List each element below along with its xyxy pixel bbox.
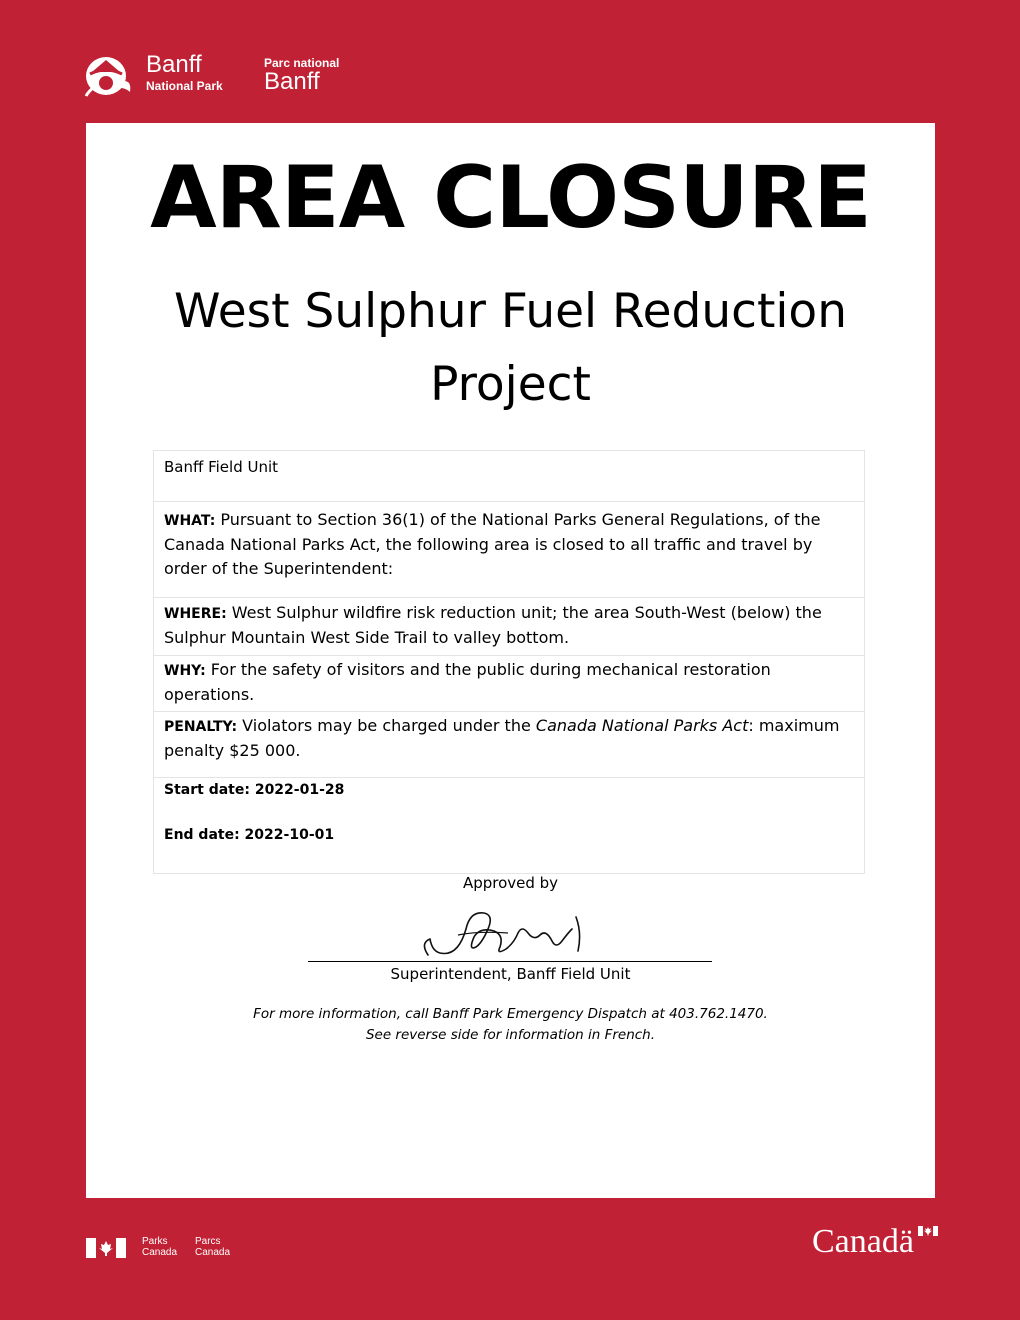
- why-row: [154, 656, 864, 712]
- canada-wordmark-text: Canadä: [812, 1223, 914, 1260]
- notice-panel: [86, 123, 935, 1198]
- wordmark-flag-icon: [918, 1226, 938, 1236]
- what-row: [154, 502, 864, 598]
- signer-title: Superintendent, Banff Field Unit: [390, 965, 631, 983]
- beaver-badge-icon: [82, 52, 134, 98]
- where-text: West Sulphur wildfire risk reduction unit; the area South-West (below) the Sulphur Mountain West Side Trail to valley bottom.: [164, 603, 822, 647]
- signature-line: [308, 961, 712, 962]
- brand-en-sub: National Park: [146, 79, 223, 93]
- canada-flag-icon: [86, 1238, 126, 1258]
- penalty-label: PENALTY:: [164, 719, 238, 735]
- why-label: WHY:: [164, 663, 206, 679]
- parks-fr-1: Parcs: [195, 1236, 221, 1247]
- where-row: [154, 598, 864, 656]
- superintendent-signature: [308, 893, 712, 963]
- penalty-text-1: Violators may be charged under the: [237, 716, 536, 735]
- parks-en-1: Parks: [142, 1236, 168, 1247]
- notice-headline: AREA CLOSURE: [150, 148, 871, 248]
- field-unit-text: Banff Field Unit: [164, 458, 279, 476]
- notice-subtitle: West Sulphur Fuel Reduction Project: [174, 284, 847, 412]
- brand-fr-name: Banff: [264, 68, 320, 95]
- what-text: Pursuant to Section 36(1) of the National Parks General Regulations, of the Canada National Parks Act, the following area is closed to all traffic and travel by order of the Superintendent:: [164, 510, 821, 578]
- canada-wordmark: [812, 1222, 940, 1262]
- contact-note-line2: See reverse side for information in French.: [365, 1027, 656, 1043]
- where-label: WHERE:: [164, 606, 227, 622]
- contact-note: [86, 1004, 935, 1046]
- dates-row: [154, 778, 864, 873]
- banff-national-park-logo: [82, 52, 382, 102]
- penalty-row: [154, 712, 864, 778]
- contact-note-line1: For more information, call Banff Park Emergency Dispatch at 403.762.1470.: [253, 1006, 768, 1022]
- penalty-act-name: Canada National Parks Act: [535, 716, 749, 735]
- penalty-text-2: : maximum penalty $25 000.: [164, 716, 840, 760]
- parks-fr-2: Canada: [195, 1247, 231, 1258]
- brand-en-name: Banff: [146, 51, 202, 78]
- closure-details-table: [153, 450, 865, 874]
- what-label: WHAT:: [164, 513, 216, 529]
- start-date: Start date: 2022-01-28: [164, 782, 345, 798]
- brand-fr-sub: Parc national: [264, 56, 340, 70]
- field-unit-row: [154, 451, 864, 502]
- end-date: End date: 2022-10-01: [164, 827, 335, 843]
- approved-by-label: Approved by: [462, 874, 559, 892]
- why-text: For the safety of visitors and the public during mechanical restoration operations.: [164, 660, 771, 704]
- parks-en-2: Canada: [142, 1247, 178, 1258]
